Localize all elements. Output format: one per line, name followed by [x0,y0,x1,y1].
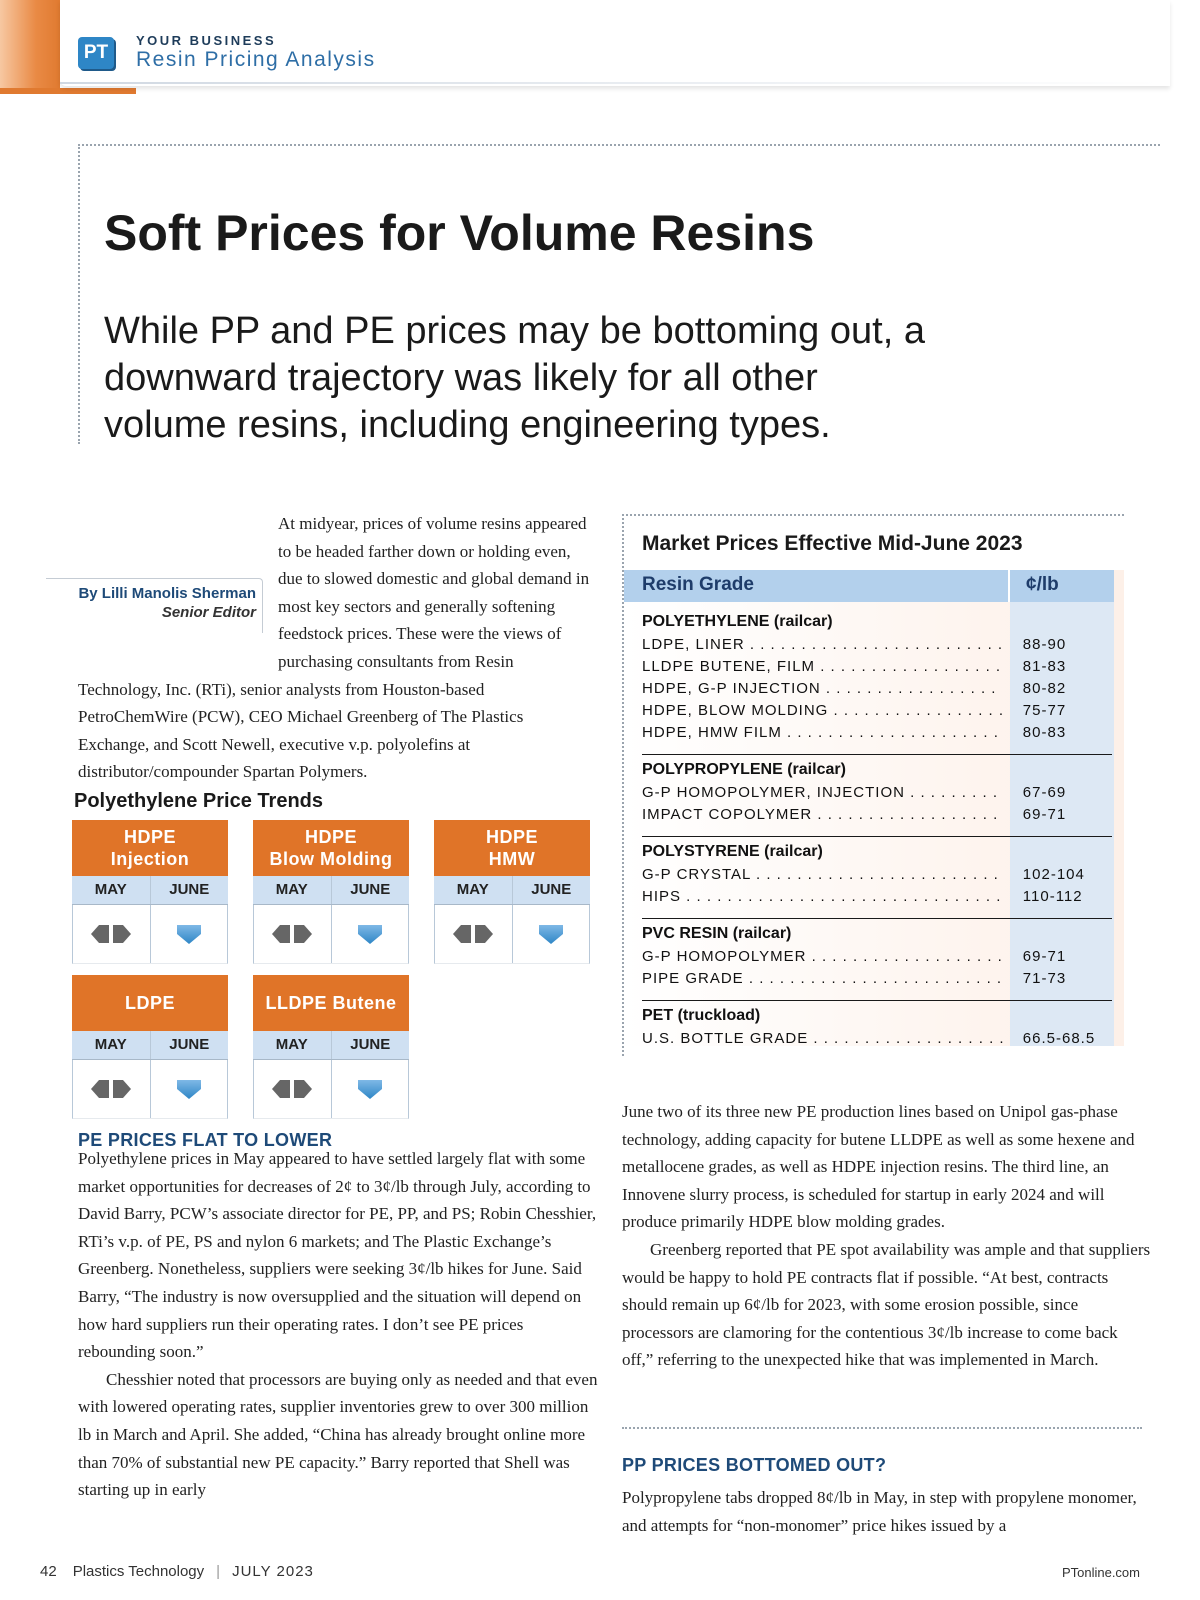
group-divider [642,1000,1112,1001]
grade-price: 75-77 [1022,702,1067,719]
down-arrow-icon [150,1060,228,1118]
trend-tile-line1: LLDPE Butene [265,993,397,1013]
trends-heading: Polyethylene Price Trends [74,790,323,812]
month-label-may: MAY [94,881,127,898]
trend-tile [72,975,228,1117]
byline [46,578,263,633]
right-column-text-2 [622,1484,1152,1539]
grade-name: U.S. BOTTLE GRADE . . . [642,1028,1003,1050]
header-accent-underline [0,88,136,94]
grade-price: 66.5-68.5 [1022,1030,1096,1047]
trend-tile-months [253,1031,409,1060]
grade-name: G-P HOMOPOLYMER, INJECTION . . . [642,782,1003,804]
trend-tile-months [72,876,228,905]
footer-site: PTonline.com [1061,1565,1140,1580]
flat-arrows-icon [73,1060,150,1118]
grade-name: LLDPE BUTENE, FILM . . . [642,656,1003,678]
month-label-may: MAY [94,1036,127,1053]
trend-tile [253,820,409,962]
table-title: Market Prices Effective Mid-June 2023 [642,532,1023,555]
group-name: PVC RESIN (railcar) [642,925,792,942]
trend-tile-line2: Injection [110,849,190,869]
group-divider [642,836,1112,837]
table-row [642,864,1112,886]
table-row [642,678,1112,700]
grade-name: G-P CRYSTAL . . . [642,864,1003,886]
grade-price: 71-73 [1022,970,1067,987]
trend-tile-title [253,975,409,1031]
section-heading-pe: PE PRICES FLAT TO LOWER [78,1130,333,1150]
article-headline: Soft Prices for Volume Resins [104,205,815,261]
trend-tile-title [253,820,409,876]
trend-tile-line2: Blow Molding [269,849,393,869]
right-column-text [622,1098,1152,1374]
header-kicker: YOUR BUSINESS [136,33,277,48]
grade-price: 80-83 [1022,724,1067,741]
paragraph: Polyethylene prices in May appeared to have settled largely flat with some market opportunities for decreases of 2¢ to 3¢/lb through July, according to David Barry, PCW’s associate director for PE, PP, and PS; Robin Chesshier, RTi’s v.p. of PE, PS and nylon 6 markets; and The Plastic Exchange’s Greenberg. Nonetheless, suppliers were seeking 3¢/lb hikes for June. Said Barry, “The industry is now oversupplied and the situation will depend on how hard suppliers run their operating rates. I don’t see PE prices rebounding soon.” [78,1149,597,1362]
grade-name: IMPACT COPOLYMER . . . [642,804,1003,826]
month-label-june: JUNE [512,876,591,904]
grade-price: 81-83 [1022,658,1067,675]
month-label-may: MAY [275,881,308,898]
flat-arrows-icon [254,905,331,963]
grade-name: HDPE, G-P INJECTION . . . [642,678,1003,700]
market-prices-table [622,514,1124,1056]
trend-tile-title [72,820,228,876]
grade-price: 102-104 [1022,866,1085,883]
trend-tile-months [434,876,590,905]
flat-arrows-icon [254,1060,331,1118]
grade-name: HDPE, BLOW MOLDING . . . [642,700,1003,722]
grade-price: 80-82 [1022,680,1067,697]
trend-tile-title [434,820,590,876]
grade-price: 69-71 [1022,948,1067,965]
group-name: POLYSTYRENE (railcar) [642,843,823,860]
byline-role: Senior Editor [161,604,256,621]
month-label-june: JUNE [331,876,410,904]
grade-price: 110-112 [1022,888,1083,905]
down-arrow-icon [512,905,590,963]
grade-name: HDPE, HMW FILM . . . [642,722,1003,744]
table-row [642,946,1112,968]
column-header-grade: Resin Grade [642,574,754,595]
column-header-price: ¢/lb [1026,574,1059,595]
page-number: 42 [40,1563,57,1580]
article-intro-text: At midyear, prices of volume resins appeared to be headed farther down or holding even, due to slowed domestic and global demand in most key sectors and generally softening feedstock prices. These were the views of purchasing consultants from Resin Technology, Inc. (RTi), senior analysts from Houston-based PetroChemWire (PCW), CEO Michael Greenberg of The Plastics Exchange, and Scott Newell, executive v.p. polyolefins at distributor/compounder Spartan Polymers. [78,514,590,782]
byline-author: By Lilli Manolis Sherman [78,585,256,602]
month-label-june: JUNE [150,876,229,904]
resin-group [642,610,1112,744]
publication-name: Plastics Technology [72,1563,205,1580]
down-arrow-icon [331,1060,409,1118]
header-rule [60,82,1160,84]
trend-tile-months [72,1031,228,1060]
trend-tile-line1: HDPE [123,827,176,847]
month-label-june: JUNE [331,1031,410,1059]
resin-group [642,922,1112,990]
trend-tile-title [72,975,228,1031]
trend-tile [434,820,590,962]
group-divider [642,754,1112,755]
table-row [642,634,1112,656]
group-name: POLYETHYLENE (railcar) [642,613,833,630]
table-row [642,782,1112,804]
issue-date: JULY 2023 [232,1563,314,1580]
trend-tile-line2: HMW [488,849,536,869]
grade-name: PIPE GRADE . . . [642,968,1003,990]
grade-name: HIPS . . . [642,886,1003,908]
paragraph: Polypropylene tabs dropped 8¢/lb in May, in step with propylene monomer, and attempts for “non-monomer” price hikes issued by a [622,1488,1137,1535]
resin-group [642,840,1112,908]
trend-tile-months [253,876,409,905]
group-name: POLYPROPYLENE (railcar) [642,761,846,778]
flat-arrows-icon [435,905,512,963]
month-label-june: JUNE [150,1031,229,1059]
header-section-title: Resin Pricing Analysis [136,48,376,71]
table-row [642,722,1112,744]
down-arrow-icon [150,905,228,963]
left-column-text [78,1145,598,1504]
article-intro [78,510,598,786]
grade-name: LDPE, LINER . . . [642,634,1003,656]
paragraph: Greenberg reported that PE spot availability was ample and that suppliers would be happy to hold PE contracts flat if possible. “At best, contracts should remain up 6¢/lb for 2023, with some erosion possible, since processors are clamoring for the contentious 3¢/lb increase to come back off,” referring to the unexpected hike that was implemented in March. [622,1239,1151,1370]
resin-group [642,1004,1112,1050]
table-row [642,700,1112,722]
down-arrow-icon [331,905,409,963]
paragraph: Chesshier noted that processors are buying only as needed and that even with lowered operating rates, supplier inventories grew to over 300 million lb in March and April. She added, “China has already brought online more than 70% of substantial new PE capacity.” Barry reported that Shell was starting up in early [78,1369,598,1500]
article-dek: While PP and PE prices may be bottoming out, a downward trajectory was likely for all other volume resins, including engineering types. [104,310,925,446]
grade-price: 67-69 [1022,784,1067,801]
grade-price: 88-90 [1022,636,1067,653]
group-name: PET (truckload) [642,1007,761,1024]
month-label-may: MAY [275,1036,308,1053]
section-divider [622,1427,1142,1429]
resin-group [642,758,1112,826]
table-row [642,1028,1112,1050]
table-row [642,656,1112,678]
pt-logo: PT [78,37,114,69]
group-divider [642,918,1112,919]
grade-price: 69-71 [1022,806,1067,823]
trend-tile-line1: LDPE [124,993,175,1013]
table-row [642,968,1112,990]
header-accent-bar [0,0,60,94]
month-label-may: MAY [456,881,489,898]
trend-tile-line1: HDPE [304,827,357,847]
flat-arrows-icon [73,905,150,963]
section-heading-pp: PP PRICES BOTTOMED OUT? [622,1455,887,1475]
trend-tile [253,975,409,1117]
table-row [642,804,1112,826]
grade-name: G-P HOMOPOLYMER . . . [642,946,1003,968]
trend-tile-line1: HDPE [485,827,538,847]
footer-left: 42 Plastics Technology | JULY 2023 [40,1563,314,1580]
paragraph: June two of its three new PE production lines based on Unipol gas-phase technology, adding capacity for butene LLDPE as well as some hexene and metallocene grades, as well as HDPE injection resins. The third line, an Innovene slurry process, is scheduled for startup in early 2024 and will produce primarily HDPE blow molding grades. [622,1102,1135,1232]
table-row [642,886,1112,908]
trend-tile [72,820,228,962]
